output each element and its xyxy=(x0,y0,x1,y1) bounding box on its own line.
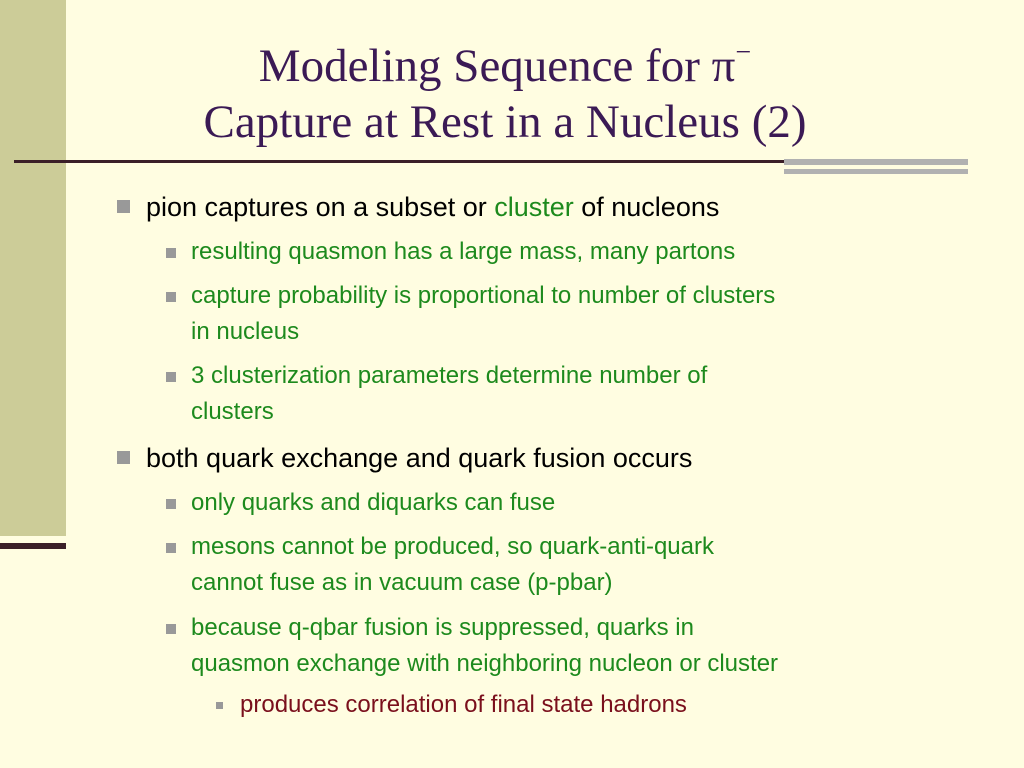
title-superscript: − xyxy=(735,37,752,68)
bullet-6-line-1: only quarks and diquarks can fuse xyxy=(191,489,556,516)
bullet-square-icon xyxy=(166,499,176,509)
title-line-2: Capture at Rest in a Nucleus (2) xyxy=(203,96,807,148)
bullet-square-icon xyxy=(166,624,176,634)
bullet-8 xyxy=(191,610,694,646)
bullet-8-line-2: quasmon exchange with neighboring nucleon or cluster xyxy=(191,650,779,677)
bullet-square-icon xyxy=(216,702,223,709)
bullet-6 xyxy=(191,485,555,521)
bullet-7-line-1: mesons cannot be produced, so quark-anti-quark xyxy=(191,533,714,560)
bullet-square-icon xyxy=(117,451,130,464)
bullet-1 xyxy=(146,190,719,224)
bullet-8-line-1: because q-qbar fusion is suppressed, quarks in xyxy=(191,614,694,641)
bullet-square-icon xyxy=(166,543,176,553)
bullet-4-line-2: clusters xyxy=(191,398,274,425)
bullet-square-icon xyxy=(166,292,176,302)
bullet-4-continuation xyxy=(191,394,274,430)
bullet-square-icon xyxy=(166,248,176,258)
bullet-3-line-2: in nucleus xyxy=(191,318,300,345)
bullet-4-line-1: 3 clusterization parameters determine number of xyxy=(191,362,708,389)
bullet-7-continuation xyxy=(191,565,613,601)
bullet-5 xyxy=(146,441,692,475)
bullet-1-part-3: of nucleons xyxy=(573,192,720,222)
bullet-2-line-1: resulting quasmon has a large mass, many partons xyxy=(191,238,736,265)
bullet-9-line-1: produces correlation of final state hadrons xyxy=(240,691,687,718)
bullet-3 xyxy=(191,278,775,314)
bullet-5-line-1: both quark exchange and quark fusion occurs xyxy=(146,443,693,473)
bullet-3-line-1: capture probability is proportional to number of clusters xyxy=(191,282,776,309)
bullet-3-continuation xyxy=(191,314,299,350)
bullet-8-continuation xyxy=(191,646,778,682)
bullet-1-highlight: cluster xyxy=(494,192,574,222)
bullet-7-line-2: cannot fuse as in vacuum case (p-pbar) xyxy=(191,569,613,596)
bullet-7 xyxy=(191,529,714,565)
bullet-1-part-1: pion captures on a subset or xyxy=(146,192,495,222)
bullet-square-icon xyxy=(117,200,130,213)
title-line-1-text: Modeling Sequence for π xyxy=(258,40,736,92)
bullet-4 xyxy=(191,358,707,394)
bullet-9 xyxy=(240,690,687,720)
bullet-square-icon xyxy=(166,372,176,382)
bullet-2 xyxy=(191,234,735,270)
